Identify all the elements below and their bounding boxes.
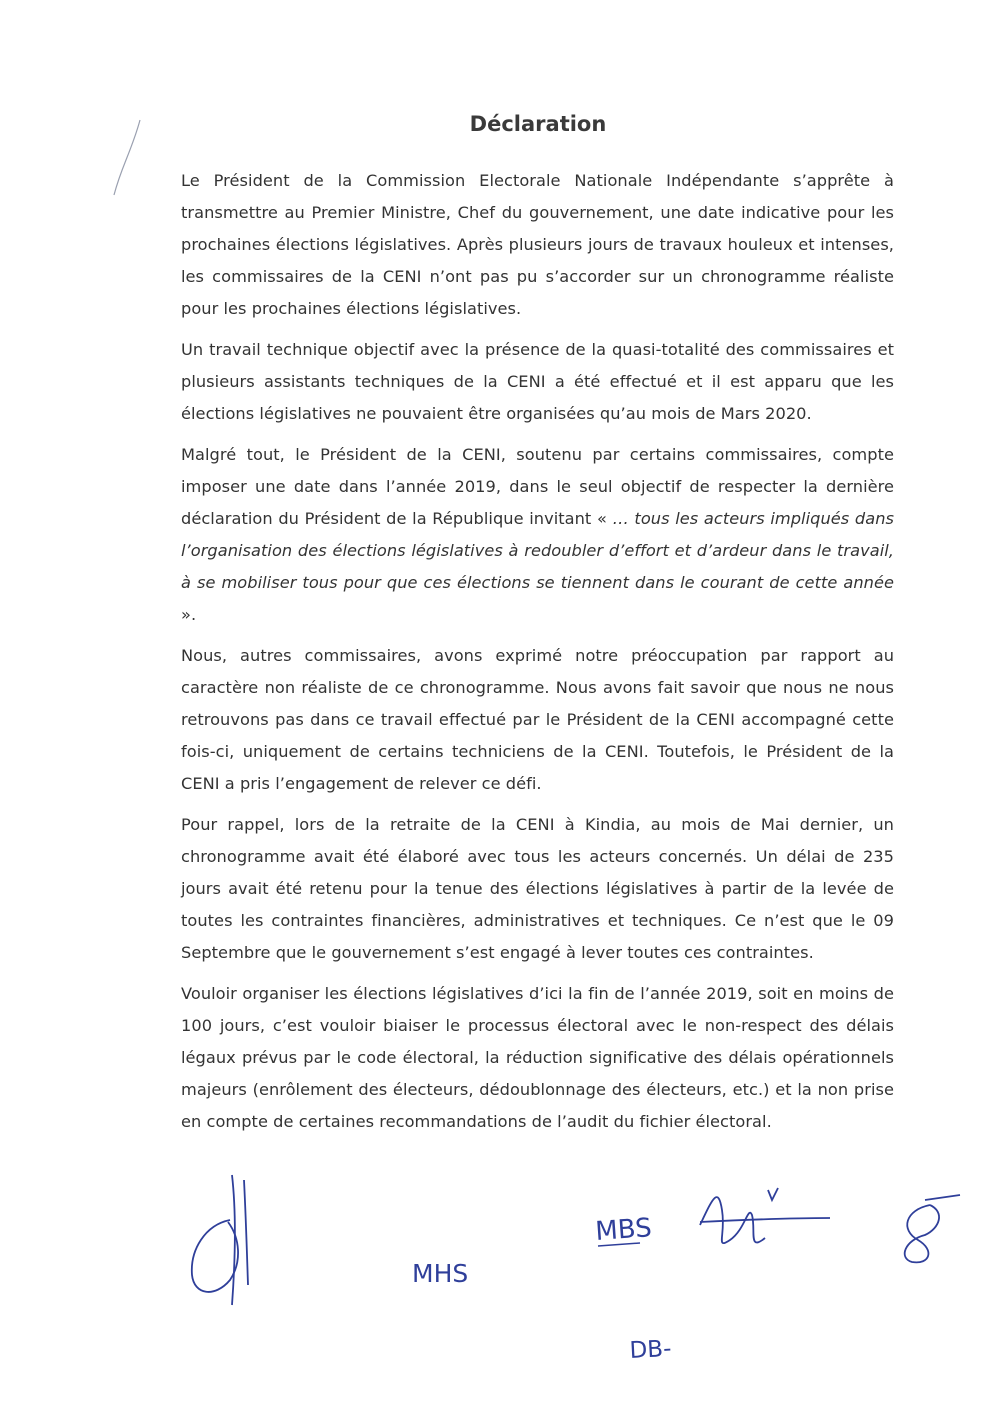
presidential-quote: … tous les acteurs impliqués dans l’organisation des élections législatives à redoubler d’effort et d’ardeur dans le travail, à se mobiliser tous pour que ces élections se tiennent dans le courant de cette année [181, 509, 894, 592]
signature-initials-mhs: MHS [412, 1259, 469, 1288]
margin-pen-mark [114, 120, 140, 195]
paragraph-3-lead: Malgré tout, le Président de la CENI, soutenu par certains commissaires, compte imposer une date dans l’année 2019, dans le seul objectif de respecter la dernière déclaration du Président de la République invitant « [181, 445, 894, 528]
paragraph-2: Un travail technique objectif avec la présence de la quasi-totalité des commissaires et plusieurs assistants techniques de la CENI a été effectué et il est apparu que les élections législatives ne pouvaient être organisées qu’au mois de Mars 2020. [181, 340, 894, 423]
signature-1 [192, 1175, 248, 1305]
paragraph-4: Nous, autres commissaires, avons exprimé notre préoccupation par rapport au caractère non réaliste de ce chronogramme. Nous avons fait savoir que nous ne nous retrouvons pas dans ce travail effectué par le Président de la CENI accompagné cette fois-ci, uniquement de certains techniciens de la CENI. Toutefois, le Président de la CENI a pris l’engagement de relever ce défi. [181, 646, 894, 793]
signature-initials-db: DB- [628, 1335, 673, 1364]
paragraph-3-tail: ». [181, 605, 197, 624]
document-title: Déclaration [469, 112, 607, 136]
signature-initials-mbs: MBS [594, 1213, 653, 1247]
paragraph-1: Le Président de la Commission Electorale Nationale Indépendante s’apprête à transmettre au Premier Ministre, Chef du gouvernement, une date indicative pour les prochaines élections législatives. Après plusieurs jours de travaux houleux et intenses, les commissaires de la CENI n’ont pas pu s’accorder sur un chronogramme réaliste pour les prochaines élections législatives. [181, 171, 894, 318]
paragraph-5: Pour rappel, lors de la retraite de la CENI à Kindia, au mois de Mai dernier, un chronogramme avait été élaboré avec tous les acteurs concernés. Un délai de 235 jours avait été retenu pour la tenue des élections législatives à partir de la levée de toutes les contraintes financières, administratives et techniques. Ce n’est que le 09 Septembre que le gouvernement s’est engagé à lever toutes ces contraintes. [181, 815, 894, 962]
signature-4 [700, 1188, 830, 1243]
signature-5 [905, 1195, 960, 1262]
paragraph-6: Vouloir organiser les élections législatives d’ici la fin de l’année 2019, soit en moins de 100 jours, c’est vouloir biaiser le processus électoral avec le non-respect des délais légaux prévus par le code électoral, la réduction significative des délais opérationnels majeurs (enrôlement des électeurs, dédoublonnage des électeurs, etc.) et la non prise en compte de certaines recommandations de l’audit du fichier électoral. [181, 984, 894, 1131]
